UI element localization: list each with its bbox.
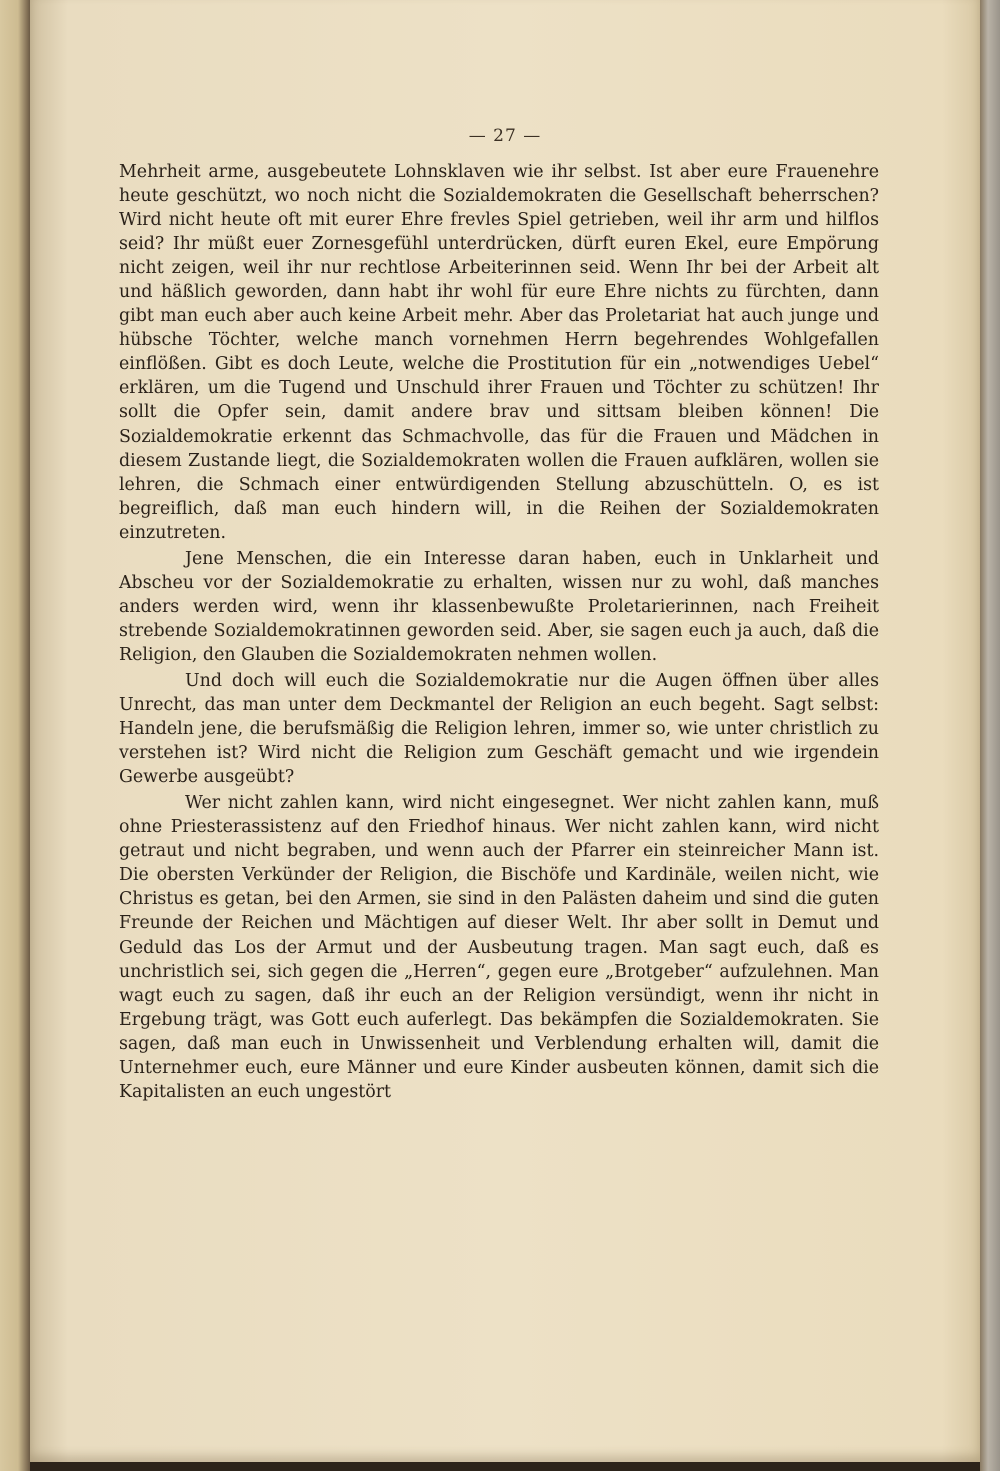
page-sheet <box>30 0 980 1462</box>
page-number: — 27 — <box>468 126 542 146</box>
paragraph-4: Wer nicht zahlen kann, wird nicht eingesegnet. Wer nicht zahlen kann, muß ohne Priesterassistenz auf den Friedhof hinaus. Wer nicht zahlen kann, wird nicht getraut und nicht begraben, und wenn auch der Pfarrer ein steinreicher Mann ist. Die obersten Verkünder der Religion, die Bischöfe und Kardinäle, weilen nicht, wie Christus es getan, bei den Armen, sie sind in den Palästen daheim und sind die guten Freunde der Reichen und Mächtigen auf dieser Welt. Ihr aber sollt in Demut und Geduld das Los der Armut und der Ausbeutung tragen. Man sagt euch, daß es unchristlich sei, sich gegen die „Herren“, gegen eure „Brotgeber“ aufzulehnen. Man wagt euch zu sagen, daß ihr euch an der Religion versündigt, wenn ihr nicht in Ergebung trägt, was Gott euch auferlegt. Das bekämpfen die Sozialdemokraten. Sie sagen, daß man euch in Unwissenheit und Verblendung erhalten will, damit die Unternehmer euch, eure Männer und eure Kinder ausbeuten können, damit sich die Kapitalisten an euch ungestört <box>119 793 879 1102</box>
facing-page-edge <box>0 0 30 1471</box>
paragraph-1: Mehrheit arme, ausgebeutete Lohnsklaven wie ihr selbst. Ist aber eure Frauenehre heute geschützt, wo noch nicht die Sozialdemokraten die Gesellschaft beherrschen? Wird nicht heute oft mit eurer Ehre frevles Spiel getrieben, weil ihr arm und hilflos seid? Ihr müßt euer Zornesgefühl unterdrücken, dürft euren Ekel, eure Empörung nicht zeigen, weil ihr nur rechtlose Arbeiterinnen seid. Wenn Ihr bei der Arbeit alt und häßlich geworden, dann habt ihr wohl für eure Ehre nichts zu fürchten, dann gibt man euch aber auch keine Arbeit mehr. Aber das Proletariat hat auch junge und hübsche Töchter, welche manch vornehmen Herrn begehrendes Wohlgefallen einflößen. Gibt es doch Leute, welche die Prostitution für ein „notwendiges Uebel“ erklären, um die Tugend und Unschuld ihrer Frauen und Töchter zu schützen! Ihr sollt die Opfer sein, damit andere brav und sittsam bleiben können! Die Sozialdemokratie erkennt das Schmachvolle, das für die Frauen und Mädchen in diesem Zustande liegt, die Sozialdemokraten wollen die Frauen aufklären, wollen sie lehren, die Schmach einer entwürdigenden Stellung abzuschütteln. O, es ist begreiflich, daß man euch hindern will, in die Reihen der Sozialdemokraten einzutreten. <box>119 162 879 543</box>
body-text <box>119 160 879 1104</box>
paragraph-3: Und doch will euch die Sozialdemokratie nur die Augen öffnen über alles Unrecht, das man unter dem Deckmantel der Religion an euch begeht. Sagt selbst: Handeln jene, die berufsmäßig die Religion lehren, immer so, wie unter christlich zu verstehen ist? Wird nicht die Religion zum Geschäft gemacht und wie irgendein Gewerbe ausgeübt? <box>119 670 879 788</box>
paragraph-2: Jene Menschen, die ein Interesse daran haben, euch in Unklarheit und Abscheu vor der Sozialdemokratie zu erhalten, wissen nur zu wohl, daß manches anders werden wird, wenn ihr klassenbewußte Proletarierinnen, nach Freiheit strebende Sozialdemokratinnen geworden seid. Aber, sie sagen euch ja auch, daß die Religion, den Glauben die Sozialdemokraten nehmen wollen. <box>119 548 879 665</box>
book-edge <box>980 0 1000 1471</box>
